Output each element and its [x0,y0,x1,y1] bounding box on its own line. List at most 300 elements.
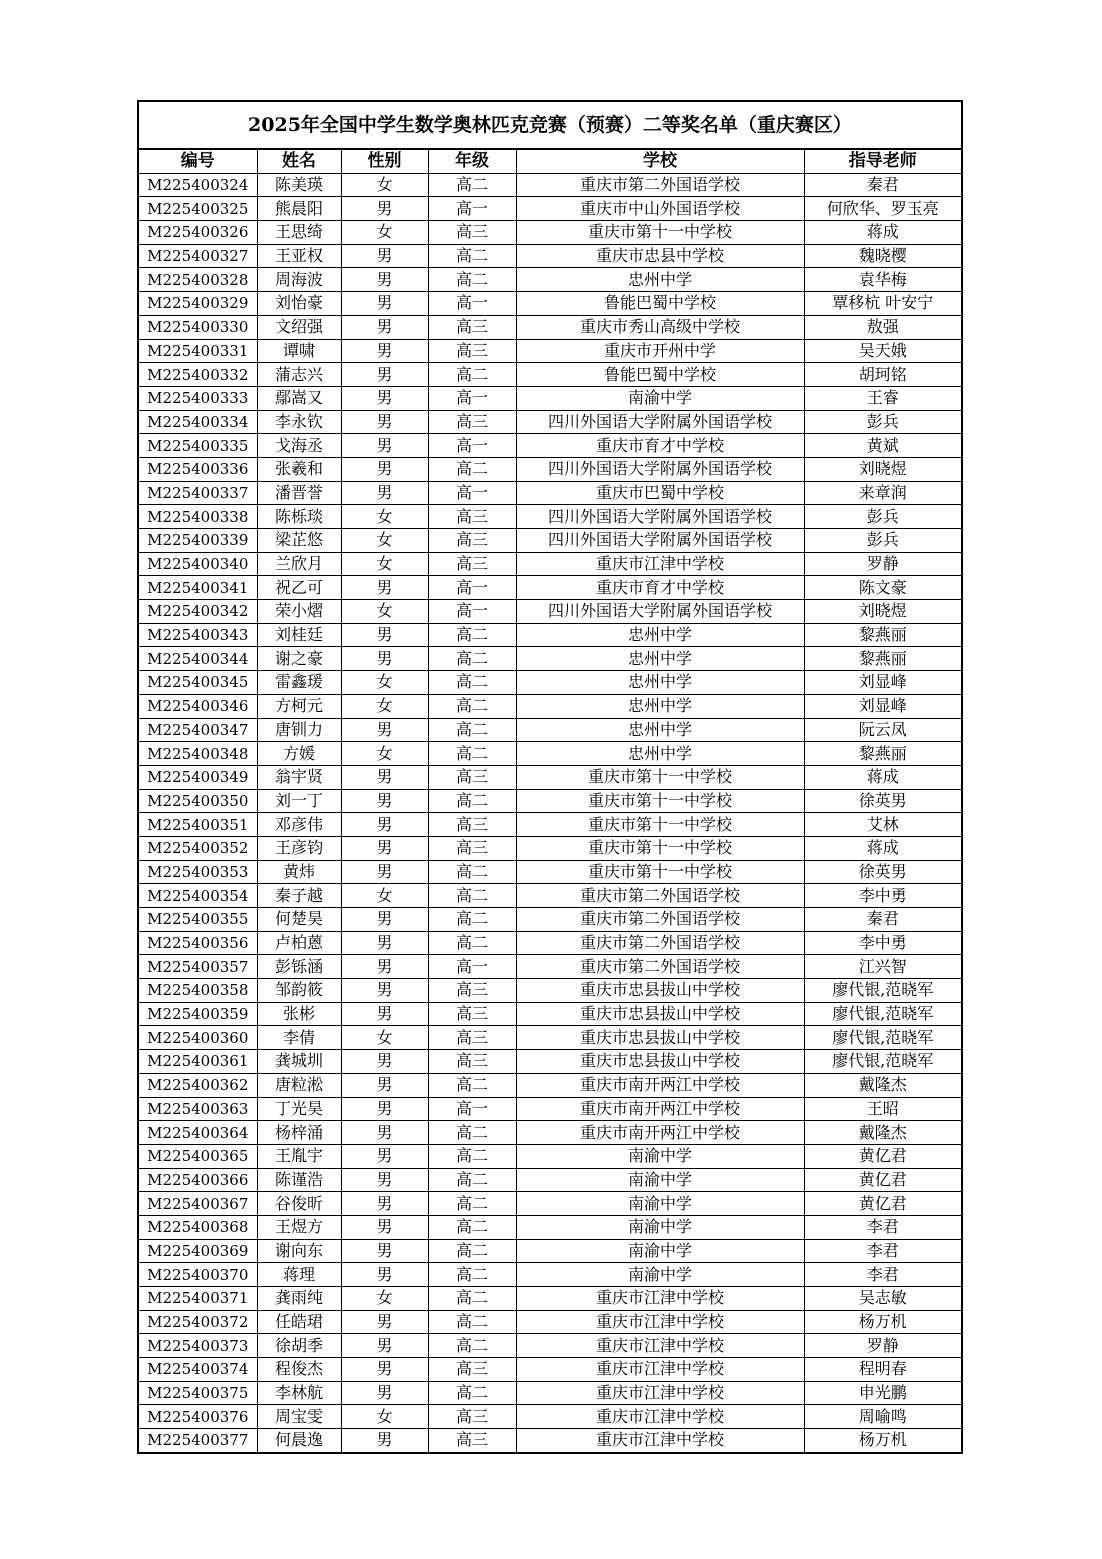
cell-grade: 高三 [428,1429,516,1452]
cell-id: M225400362 [139,1073,257,1097]
cell-id: M225400372 [139,1310,257,1334]
cell-teacher: 吴志敏 [804,1287,961,1311]
cell-school: 忠州中学 [516,268,804,292]
cell-gender: 男 [341,860,428,884]
cell-teacher: 黎燕丽 [804,647,961,671]
cell-gender: 男 [341,315,428,339]
table-row [139,1310,961,1334]
cell-grade: 高三 [428,505,516,529]
cell-gender: 男 [341,363,428,387]
cell-id: M225400370 [139,1263,257,1287]
cell-gender: 男 [341,1429,428,1452]
cell-gender: 男 [341,576,428,600]
cell-name: 陈美瑛 [257,173,341,197]
cell-school: 重庆市江津中学校 [516,1287,804,1311]
cell-id: M225400334 [139,410,257,434]
cell-id: M225400328 [139,268,257,292]
cell-id: M225400356 [139,931,257,955]
cell-teacher: 魏晓樱 [804,244,961,268]
cell-teacher: 刘晓煜 [804,600,961,624]
table-row [139,813,961,837]
table-row [139,1429,961,1452]
cell-name: 任皓珺 [257,1310,341,1334]
cell-id: M225400336 [139,457,257,481]
cell-id: M225400341 [139,576,257,600]
cell-id: M225400331 [139,339,257,363]
cell-id: M225400373 [139,1334,257,1358]
cell-id: M225400361 [139,1050,257,1074]
table-row [139,410,961,434]
cell-gender: 男 [341,931,428,955]
cell-gender: 男 [341,813,428,837]
cell-name: 蒋理 [257,1263,341,1287]
table-row [139,1358,961,1382]
cell-grade: 高一 [428,576,516,600]
cell-gender: 女 [341,600,428,624]
cell-name: 张羲和 [257,457,341,481]
cell-name: 梁芷悠 [257,529,341,553]
cell-name: 谢之豪 [257,647,341,671]
cell-school: 重庆市江津中学校 [516,1381,804,1405]
cell-name: 龚雨纯 [257,1287,341,1311]
cell-school: 重庆市江津中学校 [516,552,804,576]
cell-school: 重庆市开州中学 [516,339,804,363]
cell-teacher: 刘晓煜 [804,457,961,481]
table-row [139,1168,961,1192]
cell-id: M225400357 [139,955,257,979]
table-row [139,221,961,245]
cell-id: M225400325 [139,197,257,221]
cell-name: 邓彦伟 [257,813,341,837]
cell-grade: 高二 [428,1073,516,1097]
cell-teacher: 来章润 [804,481,961,505]
cell-school: 重庆市第十一中学校 [516,836,804,860]
cell-grade: 高二 [428,1310,516,1334]
cell-grade: 高三 [428,1050,516,1074]
cell-name: 王亚权 [257,244,341,268]
table-row [139,1239,961,1263]
award-table [139,149,961,1452]
cell-school: 重庆市第十一中学校 [516,860,804,884]
cell-teacher: 廖代银,范晓军 [804,979,961,1003]
cell-grade: 高二 [428,908,516,932]
cell-id: M225400355 [139,908,257,932]
cell-grade: 高二 [428,931,516,955]
cell-school: 重庆市第十一中学校 [516,813,804,837]
cell-gender: 男 [341,434,428,458]
cell-id: M225400326 [139,221,257,245]
cell-name: 刘怡豪 [257,292,341,316]
cell-school: 重庆市忠县拔山中学校 [516,1026,804,1050]
cell-grade: 高三 [428,339,516,363]
cell-id: M225400358 [139,979,257,1003]
cell-grade: 高二 [428,1239,516,1263]
cell-gender: 男 [341,765,428,789]
table-row [139,671,961,695]
table-row [139,742,961,766]
cell-school: 南渝中学 [516,1168,804,1192]
cell-school: 重庆市江津中学校 [516,1405,804,1429]
cell-grade: 高三 [428,1358,516,1382]
cell-teacher: 蒋成 [804,221,961,245]
cell-school: 鲁能巴蜀中学校 [516,363,804,387]
cell-school: 忠州中学 [516,671,804,695]
header-school: 学校 [516,150,804,174]
cell-name: 雷鑫瑗 [257,671,341,695]
table-row [139,339,961,363]
cell-gender: 女 [341,221,428,245]
cell-teacher: 廖代银,范晓军 [804,1050,961,1074]
cell-gender: 男 [341,647,428,671]
cell-name: 祝乙可 [257,576,341,600]
cell-grade: 高二 [428,647,516,671]
cell-id: M225400364 [139,1121,257,1145]
cell-teacher: 杨万机 [804,1429,961,1452]
cell-teacher: 罗静 [804,1334,961,1358]
cell-name: 刘一丁 [257,789,341,813]
table-row [139,173,961,197]
cell-teacher: 李君 [804,1263,961,1287]
cell-school: 四川外国语大学附属外国语学校 [516,600,804,624]
table-row [139,552,961,576]
cell-school: 重庆市中山外国语学校 [516,197,804,221]
table-row [139,315,961,339]
cell-name: 谢向东 [257,1239,341,1263]
cell-school: 重庆市南开两江中学校 [516,1121,804,1145]
cell-school: 重庆市江津中学校 [516,1429,804,1452]
cell-gender: 男 [341,836,428,860]
cell-gender: 男 [341,789,428,813]
cell-teacher: 戴隆杰 [804,1121,961,1145]
cell-school: 重庆市忠县中学校 [516,244,804,268]
cell-school: 重庆市忠县拔山中学校 [516,1050,804,1074]
cell-name: 熊晨阳 [257,197,341,221]
cell-gender: 男 [341,292,428,316]
table-row [139,955,961,979]
cell-id: M225400371 [139,1287,257,1311]
cell-teacher: 李中勇 [804,931,961,955]
cell-teacher: 徐英男 [804,789,961,813]
table-row [139,1334,961,1358]
cell-id: M225400338 [139,505,257,529]
table-row [139,1073,961,1097]
cell-name: 何楚昊 [257,908,341,932]
cell-teacher: 戴隆杰 [804,1073,961,1097]
cell-school: 忠州中学 [516,718,804,742]
cell-grade: 高一 [428,386,516,410]
cell-name: 刘桂廷 [257,623,341,647]
cell-id: M225400346 [139,694,257,718]
cell-name: 周海波 [257,268,341,292]
cell-gender: 男 [341,1192,428,1216]
cell-grade: 高一 [428,292,516,316]
cell-teacher: 覃移杭 叶安宁 [804,292,961,316]
table-row [139,789,961,813]
cell-id: M225400344 [139,647,257,671]
cell-teacher: 蒋成 [804,765,961,789]
cell-school: 南渝中学 [516,1215,804,1239]
cell-id: M225400337 [139,481,257,505]
cell-name: 秦子越 [257,884,341,908]
cell-grade: 高三 [428,221,516,245]
cell-gender: 女 [341,884,428,908]
cell-id: M225400359 [139,1002,257,1026]
cell-gender: 男 [341,1239,428,1263]
cell-grade: 高三 [428,315,516,339]
document-title: 2025年全国中学生数学奥林匹克竞赛（预赛）二等奖名单（重庆赛区） [139,102,961,149]
table-row [139,860,961,884]
table-row [139,1192,961,1216]
header-id: 编号 [139,150,257,174]
table-row [139,1121,961,1145]
header-row [139,150,961,174]
cell-teacher: 黄斌 [804,434,961,458]
cell-school: 重庆市江津中学校 [516,1358,804,1382]
cell-gender: 男 [341,339,428,363]
cell-id: M225400375 [139,1381,257,1405]
table-row [139,434,961,458]
cell-name: 方媛 [257,742,341,766]
cell-id: M225400367 [139,1192,257,1216]
cell-teacher: 王睿 [804,386,961,410]
cell-grade: 高二 [428,363,516,387]
table-row [139,244,961,268]
cell-teacher: 刘显峰 [804,671,961,695]
cell-name: 方柯元 [257,694,341,718]
cell-grade: 高二 [428,718,516,742]
cell-grade: 高三 [428,765,516,789]
header-gender: 性别 [341,150,428,174]
cell-school: 重庆市忠县拔山中学校 [516,1002,804,1026]
cell-school: 重庆市第二外国语学校 [516,955,804,979]
cell-id: M225400348 [139,742,257,766]
cell-grade: 高二 [428,1121,516,1145]
cell-name: 程俊杰 [257,1358,341,1382]
cell-grade: 高三 [428,1002,516,1026]
table-row [139,1097,961,1121]
cell-gender: 男 [341,623,428,647]
cell-name: 翁宇贤 [257,765,341,789]
table-row [139,931,961,955]
cell-school: 忠州中学 [516,742,804,766]
cell-gender: 男 [341,1334,428,1358]
cell-id: M225400350 [139,789,257,813]
cell-gender: 男 [341,1097,428,1121]
cell-school: 南渝中学 [516,1192,804,1216]
cell-gender: 男 [341,386,428,410]
cell-id: M225400363 [139,1097,257,1121]
cell-id: M225400365 [139,1144,257,1168]
cell-id: M225400332 [139,363,257,387]
cell-name: 李倩 [257,1026,341,1050]
cell-grade: 高三 [428,979,516,1003]
cell-teacher: 刘显峰 [804,694,961,718]
cell-teacher: 廖代银,范晓军 [804,1002,961,1026]
cell-grade: 高二 [428,268,516,292]
cell-id: M225400353 [139,860,257,884]
table-row [139,505,961,529]
cell-gender: 女 [341,742,428,766]
cell-teacher: 彭兵 [804,505,961,529]
table-row [139,1026,961,1050]
cell-teacher: 罗静 [804,552,961,576]
cell-id: M225400342 [139,600,257,624]
cell-name: 荣小熠 [257,600,341,624]
cell-id: M225400352 [139,836,257,860]
cell-school: 重庆市第二外国语学校 [516,908,804,932]
cell-teacher: 杨万机 [804,1310,961,1334]
cell-grade: 高三 [428,529,516,553]
table-row [139,1215,961,1239]
cell-school: 南渝中学 [516,386,804,410]
cell-gender: 男 [341,955,428,979]
cell-school: 重庆市江津中学校 [516,1310,804,1334]
cell-grade: 高三 [428,813,516,837]
cell-name: 唐钏力 [257,718,341,742]
cell-id: M225400366 [139,1168,257,1192]
cell-teacher: 陈文豪 [804,576,961,600]
cell-grade: 高三 [428,836,516,860]
cell-id: M225400327 [139,244,257,268]
cell-id: M225400339 [139,529,257,553]
cell-grade: 高二 [428,1263,516,1287]
cell-name: 蒲志兴 [257,363,341,387]
cell-gender: 男 [341,908,428,932]
cell-name: 谭啸 [257,339,341,363]
cell-grade: 高二 [428,1192,516,1216]
cell-school: 重庆市南开两江中学校 [516,1097,804,1121]
cell-teacher: 黎燕丽 [804,742,961,766]
cell-name: 陈栎琰 [257,505,341,529]
cell-id: M225400374 [139,1358,257,1382]
cell-id: M225400329 [139,292,257,316]
cell-teacher: 徐英男 [804,860,961,884]
table-row [139,386,961,410]
cell-gender: 女 [341,552,428,576]
cell-name: 徐胡季 [257,1334,341,1358]
cell-name: 何晨逸 [257,1429,341,1452]
cell-grade: 高二 [428,1144,516,1168]
cell-name: 唐粒淞 [257,1073,341,1097]
cell-id: M225400330 [139,315,257,339]
cell-name: 李林航 [257,1381,341,1405]
cell-grade: 高二 [428,1215,516,1239]
cell-name: 张彬 [257,1002,341,1026]
cell-name: 王煜方 [257,1215,341,1239]
cell-teacher: 周喻鸣 [804,1405,961,1429]
cell-teacher: 李中勇 [804,884,961,908]
table-row [139,1144,961,1168]
cell-grade: 高二 [428,1287,516,1311]
table-row [139,1002,961,1026]
cell-school: 四川外国语大学附属外国语学校 [516,410,804,434]
cell-school: 重庆市育才中学校 [516,576,804,600]
cell-gender: 男 [341,481,428,505]
cell-name: 杨梓涌 [257,1121,341,1145]
cell-grade: 高一 [428,1097,516,1121]
cell-name: 卢柏蒽 [257,931,341,955]
cell-school: 重庆市第二外国语学校 [516,884,804,908]
cell-id: M225400333 [139,386,257,410]
cell-id: M225400345 [139,671,257,695]
cell-name: 丁光昊 [257,1097,341,1121]
cell-grade: 高二 [428,671,516,695]
table-row [139,292,961,316]
table-row [139,268,961,292]
cell-gender: 男 [341,1381,428,1405]
cell-teacher: 江兴智 [804,955,961,979]
cell-grade: 高二 [428,457,516,481]
table-row [139,1050,961,1074]
cell-grade: 高三 [428,410,516,434]
cell-school: 重庆市第十一中学校 [516,789,804,813]
cell-gender: 女 [341,529,428,553]
table-row [139,457,961,481]
cell-teacher: 黄亿君 [804,1192,961,1216]
cell-name: 陈谨浩 [257,1168,341,1192]
cell-school: 重庆市江津中学校 [516,1334,804,1358]
table-row [139,363,961,387]
cell-school: 南渝中学 [516,1239,804,1263]
cell-gender: 男 [341,244,428,268]
table-row [139,765,961,789]
cell-id: M225400369 [139,1239,257,1263]
cell-teacher: 艾林 [804,813,961,837]
cell-name: 潘晋誉 [257,481,341,505]
table-row [139,694,961,718]
cell-gender: 男 [341,1168,428,1192]
cell-gender: 男 [341,1073,428,1097]
table-row [139,1405,961,1429]
table-row [139,718,961,742]
table-row [139,647,961,671]
cell-grade: 高一 [428,481,516,505]
cell-teacher: 廖代银,范晓军 [804,1026,961,1050]
cell-gender: 男 [341,1263,428,1287]
cell-grade: 高二 [428,244,516,268]
table-row [139,623,961,647]
cell-teacher: 黎燕丽 [804,623,961,647]
cell-teacher: 秦君 [804,173,961,197]
cell-school: 南渝中学 [516,1144,804,1168]
cell-gender: 男 [341,979,428,1003]
cell-teacher: 黄亿君 [804,1168,961,1192]
cell-id: M225400347 [139,718,257,742]
cell-gender: 男 [341,410,428,434]
cell-name: 戈海丞 [257,434,341,458]
cell-teacher: 袁华梅 [804,268,961,292]
table-row [139,836,961,860]
cell-teacher: 阮云凤 [804,718,961,742]
cell-gender: 女 [341,694,428,718]
cell-grade: 高三 [428,1405,516,1429]
cell-id: M225400343 [139,623,257,647]
cell-teacher: 彭兵 [804,410,961,434]
cell-id: M225400324 [139,173,257,197]
cell-grade: 高二 [428,1334,516,1358]
cell-teacher: 李君 [804,1215,961,1239]
table-row [139,529,961,553]
cell-grade: 高二 [428,884,516,908]
cell-grade: 高二 [428,860,516,884]
cell-id: M225400335 [139,434,257,458]
cell-gender: 女 [341,671,428,695]
cell-id: M225400340 [139,552,257,576]
cell-id: M225400349 [139,765,257,789]
cell-gender: 男 [341,1002,428,1026]
cell-school: 重庆市第二外国语学校 [516,931,804,955]
cell-gender: 女 [341,1405,428,1429]
